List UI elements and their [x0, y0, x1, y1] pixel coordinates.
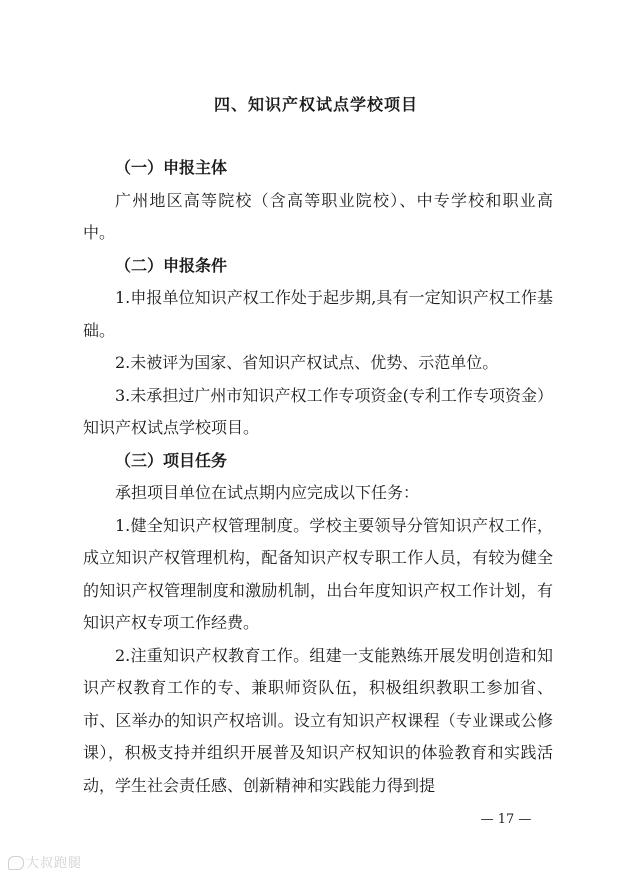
- body-paragraph: 1.申报单位知识产权工作处于起步期,具有一定知识产权工作基础。: [83, 288, 553, 340]
- subsection-heading: （二）申报条件: [115, 255, 228, 275]
- page-number-text: — 17 —: [480, 812, 532, 827]
- subsection-heading: （三）项目任务: [115, 450, 228, 470]
- watermark-text: 大叔跑腿: [26, 856, 83, 871]
- body-paragraph: 3.未承担过广州市知识产权工作专项资金(专利工作专项资金）知识产权试点学校项目。: [83, 385, 553, 437]
- page-number: [0, 812, 632, 827]
- subsection-heading: （一）申报主体: [115, 158, 228, 177]
- document-body: [83, 152, 553, 802]
- watermark: [8, 852, 82, 871]
- body-paragraph: 1.健全知识产权管理制度。学校主要领导分管知识产权工作，成立知识产权管理机构，配备知识产权专职工作人员，有较为健全的知识产权管理制度和激励机制，出台年度知识产权工作计划，有知识产权专项工作经费。: [83, 515, 553, 632]
- body-paragraph: 广州地区高等院校（含高等职业院校）、中专学校和职业高中。: [83, 190, 553, 242]
- section-title: 四、知识产权试点学校项目: [213, 95, 418, 114]
- watermark-logo-icon: [8, 856, 24, 870]
- body-paragraph: 2.未被评为国家、省知识产权试点、优势、示范单位。: [115, 353, 499, 372]
- body-paragraph: 2.注重知识产权教育工作。组建一支能熟练开展发明创造和知识产权教育工作的专、兼职师资队伍，积极组织教职工参加省、市、区举办的知识产权培训。设立有知识产权课程（专业课或公修课），积极支持并组织开展普及知识产权知识的体验教育和实践活动，学生社会责任感、创新精神和实践能力得到提: [83, 645, 553, 795]
- body-paragraph: 承担项目单位在试点期内应完成以下任务：: [115, 483, 420, 502]
